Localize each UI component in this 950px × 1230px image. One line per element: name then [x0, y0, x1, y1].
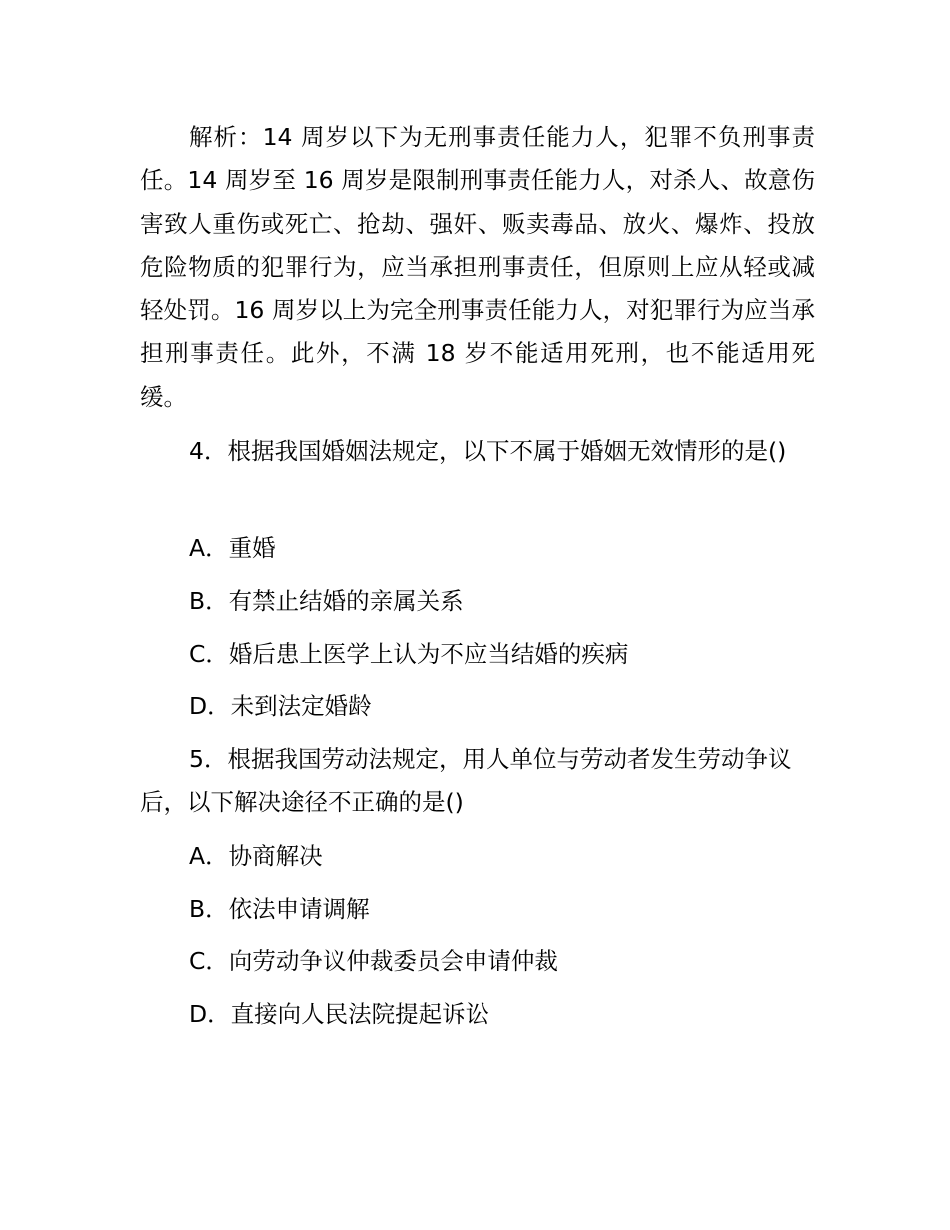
question-5-option-a: A．协商解决: [189, 842, 323, 870]
question-5-option-d: D．直接向人民法院提起诉讼: [189, 1000, 490, 1028]
question-5-option-b: B．依法申请调解: [189, 895, 370, 923]
question-5-option-c: C．向劳动争议仲裁委员会申请仲裁: [189, 947, 558, 975]
question-4-option-d: D．未到法定婚龄: [189, 692, 372, 720]
question-4-option-a: A．重婚: [189, 534, 276, 562]
question-5-stem: 5．根据我国劳动法规定，用人单位与劳动者发生劳动争议后，以下解决途径不正确的是(): [140, 745, 792, 817]
question-4-stem: 4．根据我国婚姻法规定，以下不属于婚姻无效情形的是(): [189, 437, 787, 465]
question-4-option-b: B．有禁止结婚的亲属关系: [189, 587, 464, 615]
analysis-paragraph: 解析：14 周岁以下为无刑事责任能力人，犯罪不负刑事责任。14 周岁至 16 周岁是限制刑事责任能力人，对杀人、故意伤害致人重伤或死亡、抢劫、强奸、贩卖毒品、放火、爆炸、投放危险物质的犯罪行为，应当承担刑事责任，但原则上应从轻或减轻处罚。16 周岁以上为完全刑事责任能力人，对犯罪行为应当承担刑事责任。此外，不满 18 岁不能适用死刑，也不能适用死缓。: [140, 123, 815, 411]
question-4-option-c: C．婚后患上医学上认为不应当结婚的疾病: [189, 640, 629, 668]
